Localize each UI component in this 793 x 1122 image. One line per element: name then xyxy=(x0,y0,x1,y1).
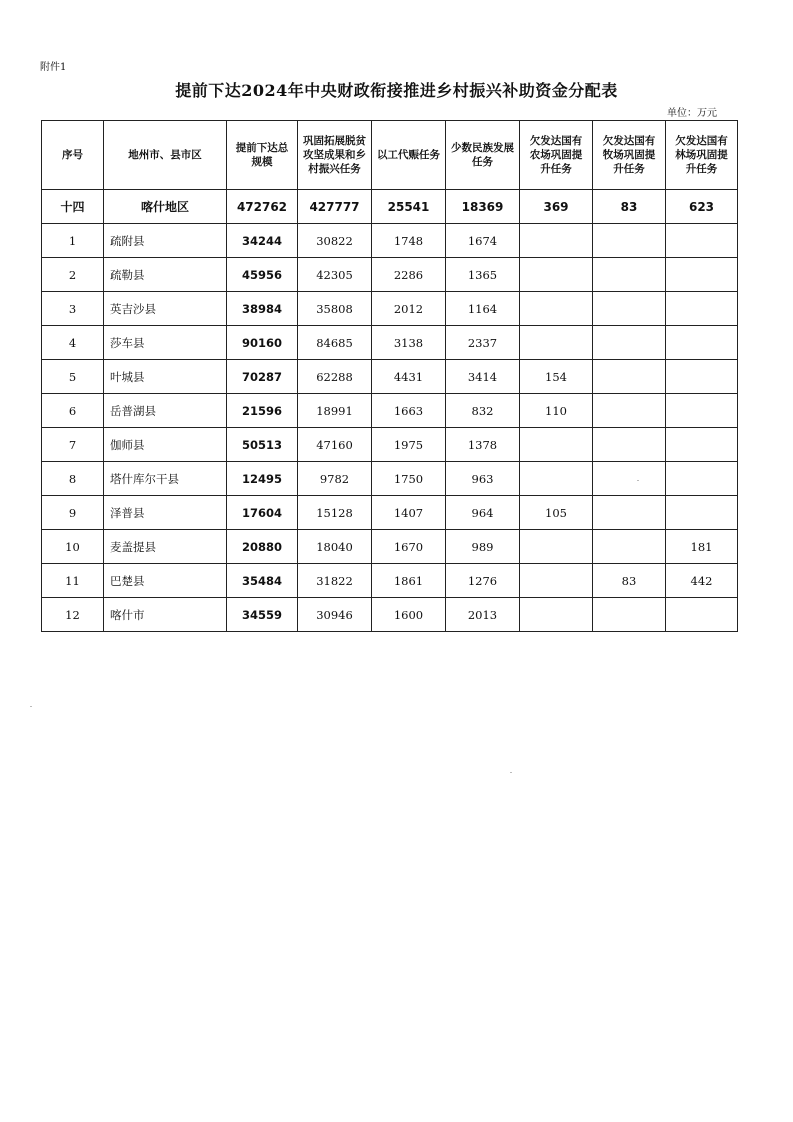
row-value-cell xyxy=(593,360,666,394)
row-value-cell xyxy=(666,598,738,632)
page-title: 提前下达2024年中央财政衔接推进乡村振兴补助资金分配表 xyxy=(175,81,618,100)
scan-speck xyxy=(637,480,639,481)
row-value-cell: 1750 xyxy=(372,462,446,496)
row-value-cell xyxy=(666,292,738,326)
table-header-row xyxy=(42,121,738,190)
row-value-cell xyxy=(520,292,593,326)
row-value-cell: 1276 xyxy=(446,564,520,598)
table-row xyxy=(42,224,738,258)
table-row xyxy=(42,598,738,632)
row-value-cell: 1378 xyxy=(446,428,520,462)
allocation-table xyxy=(41,120,738,632)
row-value-cell: 154 xyxy=(520,360,593,394)
row-value-cell xyxy=(593,258,666,292)
row-value-cell: 472762 xyxy=(227,190,298,224)
row-value-cell: 1975 xyxy=(372,428,446,462)
row-value-cell xyxy=(593,224,666,258)
row-value-cell xyxy=(520,530,593,564)
row-value-cell: 2286 xyxy=(372,258,446,292)
row-value-cell: 50513 xyxy=(227,428,298,462)
row-region-name: 巴楚县 xyxy=(104,564,227,598)
row-index: 4 xyxy=(42,326,104,360)
row-value-cell: 105 xyxy=(520,496,593,530)
row-value-cell xyxy=(593,530,666,564)
row-value-cell: 1600 xyxy=(372,598,446,632)
row-value-cell xyxy=(666,360,738,394)
row-value-cell: 62288 xyxy=(298,360,372,394)
row-index: 8 xyxy=(42,462,104,496)
scan-speck xyxy=(30,706,32,707)
row-value-cell: 3414 xyxy=(446,360,520,394)
header-forest: 欠发达国有林场巩固提升任务 xyxy=(666,121,738,190)
row-value-cell: 30822 xyxy=(298,224,372,258)
table-row xyxy=(42,564,738,598)
row-index: 5 xyxy=(42,360,104,394)
row-value-cell xyxy=(593,326,666,360)
row-region-name: 岳普湖县 xyxy=(104,394,227,428)
header-ranch: 欠发达国有牧场巩固提升任务 xyxy=(593,121,666,190)
row-value-cell: 25541 xyxy=(372,190,446,224)
row-value-cell: 1407 xyxy=(372,496,446,530)
row-value-cell xyxy=(520,598,593,632)
scan-speck xyxy=(510,772,512,773)
row-value-cell: 1663 xyxy=(372,394,446,428)
row-value-cell: 110 xyxy=(520,394,593,428)
table-row xyxy=(42,530,738,564)
table-row xyxy=(42,462,738,496)
attachment-label: 附件1 xyxy=(40,62,67,73)
row-value-cell: 35808 xyxy=(298,292,372,326)
row-value-cell xyxy=(520,428,593,462)
row-value-cell xyxy=(666,258,738,292)
row-value-cell: 1861 xyxy=(372,564,446,598)
row-region-name: 英吉沙县 xyxy=(104,292,227,326)
row-index: 7 xyxy=(42,428,104,462)
row-value-cell xyxy=(666,462,738,496)
row-value-cell: 38984 xyxy=(227,292,298,326)
row-value-cell xyxy=(593,292,666,326)
row-index: 10 xyxy=(42,530,104,564)
row-region-name: 叶城县 xyxy=(104,360,227,394)
header-consolidation: 巩固拓展脱贫攻坚成果和乡村振兴任务 xyxy=(298,121,372,190)
row-value-cell xyxy=(666,394,738,428)
row-value-cell: 442 xyxy=(666,564,738,598)
row-value-cell xyxy=(520,258,593,292)
row-value-cell: 45956 xyxy=(227,258,298,292)
row-region-name: 伽师县 xyxy=(104,428,227,462)
row-region-name: 喀什市 xyxy=(104,598,227,632)
row-value-cell: 1748 xyxy=(372,224,446,258)
row-index: 9 xyxy=(42,496,104,530)
table-row xyxy=(42,496,738,530)
row-value-cell: 832 xyxy=(446,394,520,428)
header-index: 序号 xyxy=(42,121,104,190)
row-value-cell xyxy=(520,564,593,598)
row-value-cell: 21596 xyxy=(227,394,298,428)
row-region-name: 泽普县 xyxy=(104,496,227,530)
row-index: 12 xyxy=(42,598,104,632)
row-value-cell xyxy=(666,326,738,360)
row-value-cell xyxy=(520,326,593,360)
unit-label: 单位：万元 xyxy=(667,108,717,119)
row-value-cell: 963 xyxy=(446,462,520,496)
row-value-cell xyxy=(666,224,738,258)
row-value-cell: 17604 xyxy=(227,496,298,530)
row-value-cell: 20880 xyxy=(227,530,298,564)
table-row xyxy=(42,292,738,326)
row-region-name: 喀什地区 xyxy=(104,190,227,224)
row-value-cell xyxy=(666,496,738,530)
row-value-cell: 989 xyxy=(446,530,520,564)
row-region-name: 莎车县 xyxy=(104,326,227,360)
row-value-cell xyxy=(593,462,666,496)
row-value-cell: 1674 xyxy=(446,224,520,258)
row-region-name: 麦盖提县 xyxy=(104,530,227,564)
table-row xyxy=(42,258,738,292)
row-index: 1 xyxy=(42,224,104,258)
row-value-cell xyxy=(593,394,666,428)
row-value-cell: 84685 xyxy=(298,326,372,360)
row-value-cell: 18369 xyxy=(446,190,520,224)
row-index: 11 xyxy=(42,564,104,598)
row-value-cell: 2337 xyxy=(446,326,520,360)
row-value-cell: 181 xyxy=(666,530,738,564)
row-value-cell: 623 xyxy=(666,190,738,224)
row-value-cell xyxy=(666,428,738,462)
header-minority: 少数民族发展任务 xyxy=(446,121,520,190)
row-value-cell: 3138 xyxy=(372,326,446,360)
row-region-name: 疏勒县 xyxy=(104,258,227,292)
row-value-cell: 12495 xyxy=(227,462,298,496)
row-index: 2 xyxy=(42,258,104,292)
row-value-cell: 34244 xyxy=(227,224,298,258)
row-value-cell: 42305 xyxy=(298,258,372,292)
row-value-cell: 34559 xyxy=(227,598,298,632)
row-value-cell xyxy=(520,224,593,258)
row-index: 6 xyxy=(42,394,104,428)
row-value-cell: 18991 xyxy=(298,394,372,428)
row-region-name: 疏附县 xyxy=(104,224,227,258)
row-value-cell: 2013 xyxy=(446,598,520,632)
row-value-cell: 1164 xyxy=(446,292,520,326)
row-value-cell: 70287 xyxy=(227,360,298,394)
row-value-cell xyxy=(593,428,666,462)
row-value-cell: 18040 xyxy=(298,530,372,564)
table-body xyxy=(42,190,738,632)
row-value-cell: 83 xyxy=(593,190,666,224)
header-total: 提前下达总规模 xyxy=(227,121,298,190)
row-value-cell: 9782 xyxy=(298,462,372,496)
table-row xyxy=(42,428,738,462)
row-value-cell xyxy=(593,496,666,530)
row-value-cell: 30946 xyxy=(298,598,372,632)
row-value-cell: 964 xyxy=(446,496,520,530)
row-value-cell: 15128 xyxy=(298,496,372,530)
row-value-cell: 427777 xyxy=(298,190,372,224)
row-value-cell: 1365 xyxy=(446,258,520,292)
row-value-cell: 31822 xyxy=(298,564,372,598)
row-value-cell: 83 xyxy=(593,564,666,598)
row-value-cell: 1670 xyxy=(372,530,446,564)
row-value-cell: 369 xyxy=(520,190,593,224)
table-row xyxy=(42,326,738,360)
summary-row xyxy=(42,190,738,224)
row-index: 3 xyxy=(42,292,104,326)
row-value-cell: 4431 xyxy=(372,360,446,394)
row-value-cell: 90160 xyxy=(227,326,298,360)
header-region: 地州市、县市区 xyxy=(104,121,227,190)
table-row xyxy=(42,360,738,394)
row-value-cell: 2012 xyxy=(372,292,446,326)
row-value-cell: 35484 xyxy=(227,564,298,598)
header-work-relief: 以工代赈任务 xyxy=(372,121,446,190)
row-value-cell xyxy=(593,598,666,632)
row-value-cell xyxy=(520,462,593,496)
header-farm: 欠发达国有农场巩固提升任务 xyxy=(520,121,593,190)
row-value-cell: 47160 xyxy=(298,428,372,462)
row-region-name: 塔什库尔干县 xyxy=(104,462,227,496)
row-index: 十四 xyxy=(42,190,104,224)
table-row xyxy=(42,394,738,428)
